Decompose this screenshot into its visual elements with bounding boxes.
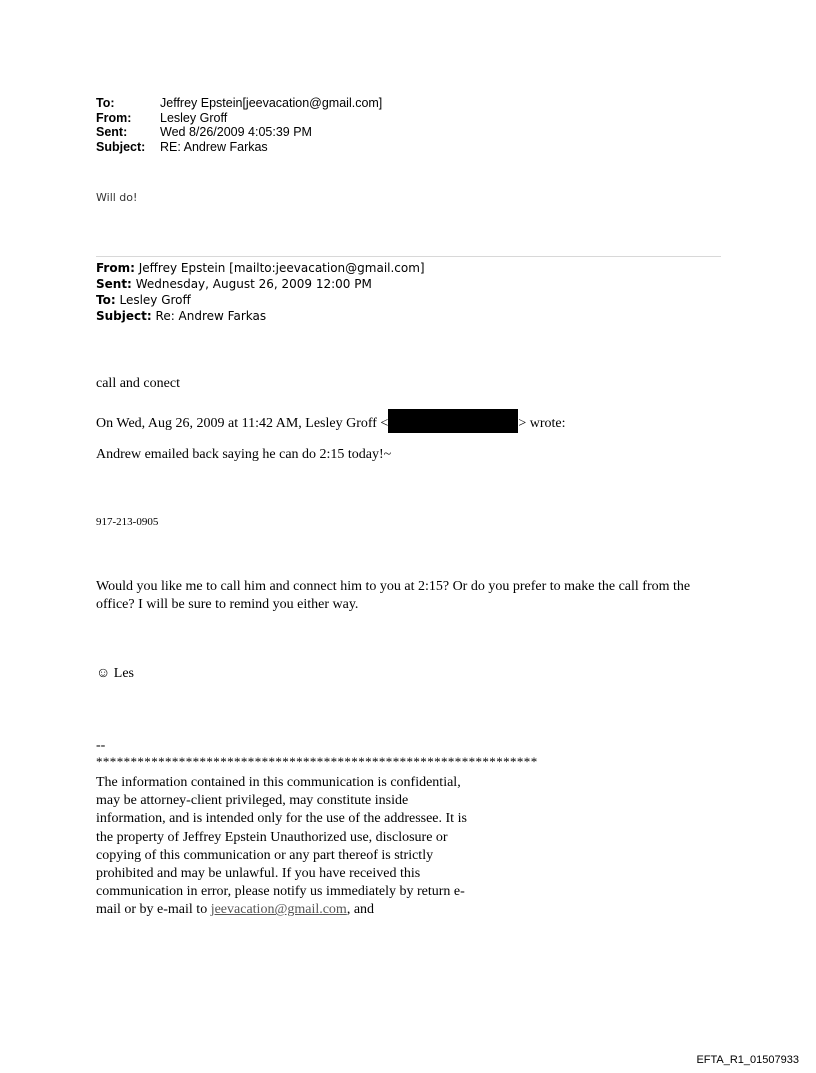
header-from-row: [96, 111, 382, 126]
quoted-subject-value: Re: Andrew Farkas: [155, 309, 267, 323]
disclaimer-tail: , and: [346, 902, 375, 918]
quoted-to-label: To:: [96, 293, 116, 307]
quoted-from-row: [96, 260, 425, 276]
disclaimer-text: [96, 774, 476, 920]
question-paragraph: Would you like me to call him and connect him to you at 2:15? Or do you prefer to make the call from the office? I will be sure to remind you either way.: [96, 579, 691, 612]
quoted-from-label: From:: [96, 261, 135, 275]
sent-label: Sent:: [96, 125, 128, 139]
document-id: EFTA_R1_01507933: [696, 1054, 799, 1066]
sig-dashes: --: [96, 738, 106, 753]
redaction-box: [388, 409, 518, 433]
header-sent-row: [96, 125, 382, 140]
from-label: From:: [96, 110, 132, 125]
quoted-header: [96, 260, 425, 324]
andrew-text: Andrew emailed back saying he can do 2:15 today!~: [96, 447, 392, 462]
divider: [96, 256, 721, 257]
on-wrote-suffix: > wrote:: [518, 416, 566, 431]
quoted-from-value: Jeffrey Epstein [mailto:jeevacation@gmail.com]: [138, 261, 425, 275]
quoted-subject-label: Subject:: [96, 309, 152, 323]
quoted-sent-label: Sent:: [96, 277, 132, 291]
quoted-to-row: [96, 292, 425, 308]
header-to-row: [96, 96, 382, 111]
disclaimer-body: The information contained in this communication is confidential, may be attorney-client privileged, may constitute inside information, and is intended only for the use of the addressee. It is the property of Jeffrey Epstein Unauthorized use, disclosure or copying of this communication or any part thereof is strictly prohibited and may be unlawful. If you have received this communication in error, please notify us immediately by return e-mail or by e-mail to: [96, 775, 467, 918]
quoted-sent-row: [96, 276, 425, 292]
on-wrote-line: [96, 409, 566, 433]
phone-number: 917-213-0905: [96, 516, 159, 528]
subject-label: Subject:: [96, 139, 146, 154]
sent-value: Wed 8/26/2009 4:05:39 PM: [160, 125, 312, 139]
quoted-to-value: Lesley Groff: [119, 293, 191, 307]
disclaimer-email-link[interactable]: jeevacation@gmail.com: [210, 902, 347, 918]
quoted-sent-value: Wednesday, August 26, 2009 12:00 PM: [135, 277, 372, 291]
quoted-subject-row: [96, 308, 425, 324]
reply-text: Will do!: [96, 191, 138, 204]
from-value: Lesley Groff: [160, 110, 228, 125]
call-text: call and conect: [96, 376, 180, 391]
on-wrote-prefix: On Wed, Aug 26, 2009 at 11:42 AM, Lesley Groff <: [96, 416, 389, 431]
sig-stars: ****************************************************************: [96, 754, 538, 769]
to-label: To:: [96, 96, 115, 110]
to-value: Jeffrey Epstein[jeevacation@gmail.com]: [160, 96, 383, 110]
email-header: [96, 96, 382, 154]
signoff: ☺ Les: [96, 666, 135, 681]
header-subject-row: [96, 140, 382, 155]
subject-value: RE: Andrew Farkas: [160, 139, 268, 154]
